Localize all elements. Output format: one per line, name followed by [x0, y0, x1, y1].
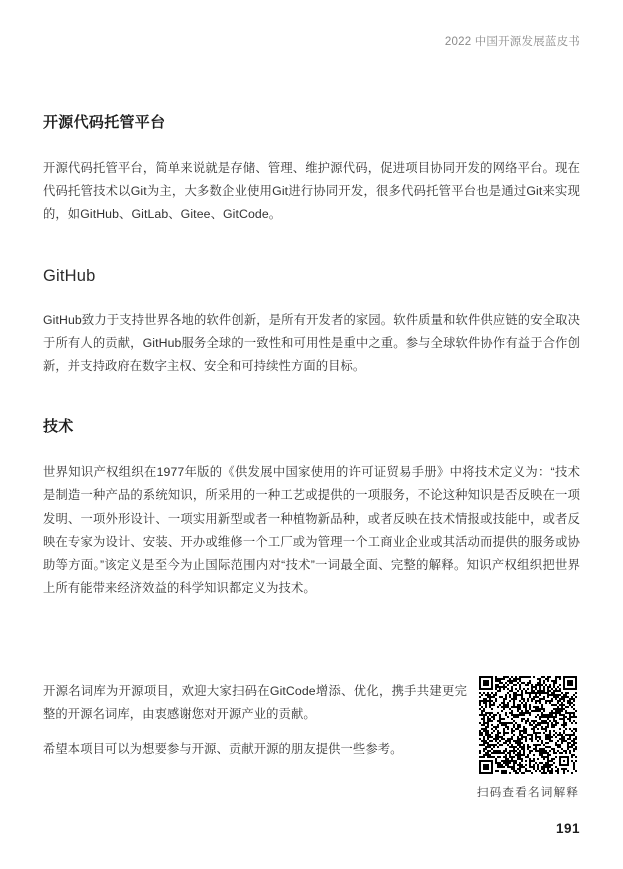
section-title-technology: 技术	[43, 418, 74, 436]
section-body-github: GitHub致力于支持世界各地的软件创新，是所有开发者的家园。软件质量和软件供应链的安全取决于所有人的贡献，GitHub服务全球的一致性和可用性是重中之重。参与全球软件协作有益于合作创新，并支持政府在数字主权、安全和可持续性方面的目标。	[43, 312, 580, 374]
section-title-hosting-platform: 开源代码托管平台	[43, 114, 166, 131]
section-body-technology: 世界知识产权组织在1977年版的《供发展中国家使用的许可证贸易手册》中将技术定义为：“技术是制造一种产品的系统知识，所采用的一种工艺或提供的一项服务，不论这种知识是否反映在一项发明、一项外形设计、一项实用新型或者一种植物新品种，或者反映在技术情报或技能中，或者反映在专家为设计、安装、开办或维修一个工厂或为管理一个工商业企业或其活动而提供的服务或协助等方面。”该定义是至今为止国际范围内对“技术”一词最全面、完整的解释。知识产权组织把世界上所有能带来经济效益的科学知识都定义为技术。	[43, 465, 580, 596]
footer-note	[43, 680, 467, 762]
spacer	[43, 378, 580, 416]
qr-code-block	[471, 676, 585, 801]
footer-note-paragraph-1: 开源名词库为开源项目，欢迎大家扫码在GitCode增添、优化，携手共建更完整的开源名词库，由衷感谢您对开源产业的贡献。	[43, 684, 467, 722]
running-header: 2022 中国开源发展蓝皮书	[444, 36, 580, 48]
spacer	[43, 227, 580, 265]
spacer	[43, 438, 580, 461]
qr-code-caption: 扫码查看名词解释	[476, 786, 580, 799]
section-title-github: GitHub	[43, 266, 96, 285]
spacer	[43, 134, 580, 157]
spacer	[43, 287, 580, 309]
qr-code-image	[479, 676, 577, 774]
footer-note-paragraph-2: 希望本项目可以为想要参与开源、贡献开源的朋友提供一些参考。	[43, 742, 403, 757]
spacer	[43, 726, 467, 738]
page-number: 191	[555, 821, 580, 836]
main-content	[43, 112, 580, 600]
section-body-hosting-platform: 开源代码托管平台，简单来说就是存储、管理、维护源代码，促进项目协同开发的网络平台。现在代码托管技术以Git为主，大多数企业使用Git进行协同开发，很多代码托管平台也是通过Git来实现的，如GitHub、GitLab、Gitee、GitCode。	[43, 161, 580, 222]
